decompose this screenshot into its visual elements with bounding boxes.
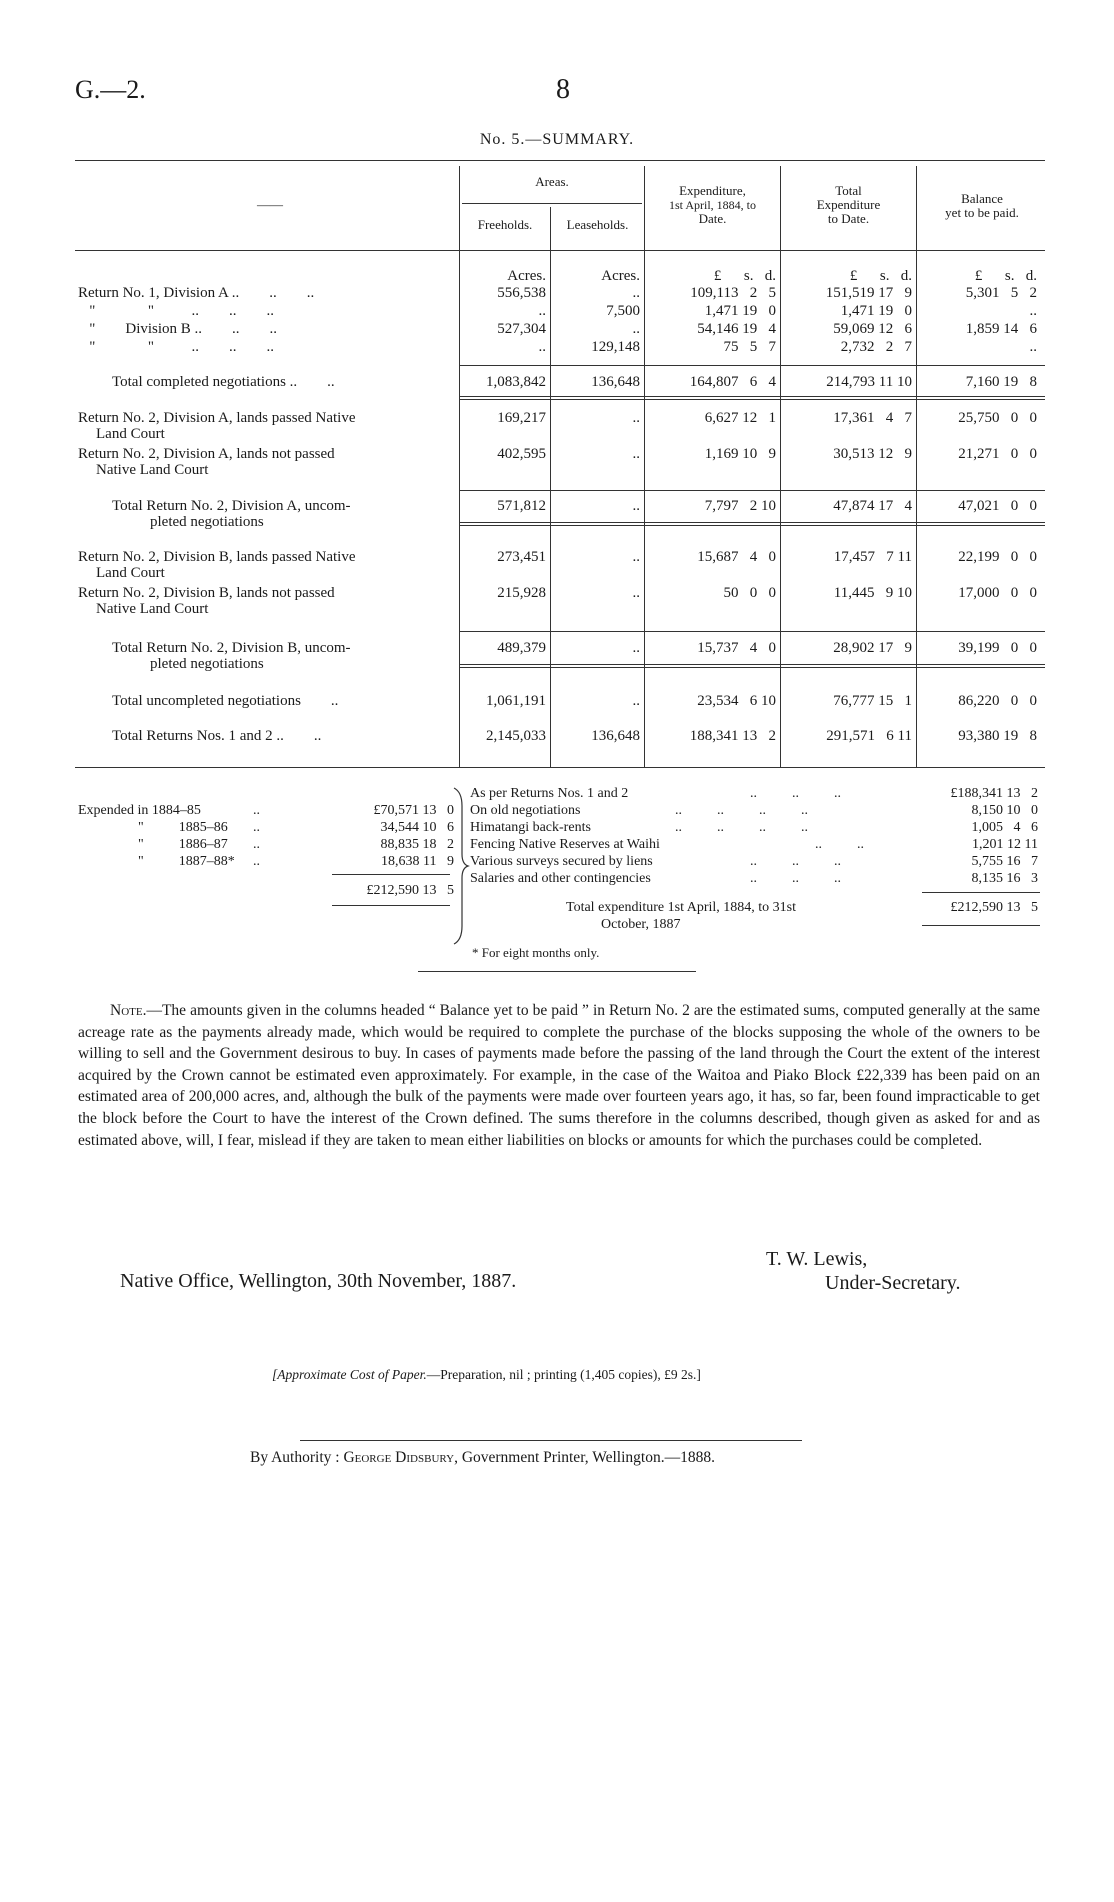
freeholds-cell: 489,379 (497, 640, 546, 656)
areas-header: Areas. (535, 174, 569, 189)
row-label: " Division B .. .. .. (78, 321, 278, 337)
cost-line (272, 1367, 701, 1383)
note-body: —The amounts given in the columns headed “ Balance yet to be paid ” in Return No. 2 are the estimated sums, computed generally at the same acreage rate as the payments already made, which would be required to complete the purchase of the blocks supposing the whole of the owners to be willing to sell and the Government desirous to buy. In cases of payments made before the passing of the land through the Court the extent of the interest acquired by the Crown cannot be estimated even approximately. For example, in the case of the Waitoa and Piako Block £22,339 has been paid on an estimated area of 200,000 acres, and, although the bulk of the payments were made over fourteen years ago, it has, so far, been found impracticable to get the block before the Court to have the interest of the Crown defined. The sums therefore in the columns described, though given as asked for and as estimated above, will, I fear, mislead if they are taken to mean either liabilities on blocks or amounts for which the purchases could be completed. (78, 1002, 1040, 1149)
breakdown-total-label-line1: Total expenditure 1st April, 1884, to 31st (566, 900, 796, 915)
row-label-line1: Total Return No. 2, Division B, uncom- (112, 640, 351, 656)
freeholds-cell: 273,451 (497, 549, 546, 565)
expended-label: " 1885–86 (138, 820, 228, 835)
total-expenditure-line3: to Date. (827, 211, 870, 226)
expended-row (78, 803, 260, 819)
expenditure-cell: 23,534 6 10 (697, 693, 776, 709)
breakdown-amount: 5,755 16 7 (971, 854, 1038, 869)
footnote: * For eight months only. (472, 945, 600, 960)
dots: .. (253, 854, 260, 869)
total-cell: 151,519 17 9 (825, 285, 912, 301)
breakdown-row (470, 854, 910, 870)
breakdown-total-row (566, 900, 796, 916)
row-label: Return No. 1, Division A .. .. .. (78, 285, 315, 301)
balance-cell: 5,301 5 2 (965, 285, 1037, 301)
double-rule (460, 667, 1045, 668)
freeholds-cell: .. (538, 339, 546, 355)
imprint-printer: George Didsbury (343, 1449, 455, 1466)
expenditure-header (645, 184, 780, 226)
signatory-name: T. W. Lewis, (766, 1248, 868, 1270)
row-label: " " .. .. .. (78, 303, 274, 319)
balance-cell: 22,199 0 0 (958, 549, 1037, 565)
header-bottom-rule (75, 250, 1045, 251)
cost-rest: —Preparation, nil ; printing (1,405 copies), £9 2s.] (426, 1367, 701, 1382)
breakdown-amount: £188,341 13 2 (950, 786, 1038, 801)
breakdown-row (470, 871, 910, 887)
row-label: Total Returns Nos. 1 and 2 .. .. (112, 728, 322, 744)
breakdown-amount: 1,005 4 6 (971, 820, 1038, 835)
leaseholds-cell: 129,148 (591, 339, 640, 355)
subtotal-rule (460, 365, 1045, 366)
freeholds-cell: 556,538 (497, 285, 546, 301)
imprint-suffix: , Government Printer, Wellington.—1888. (454, 1449, 715, 1466)
expended-total-rule (332, 905, 450, 906)
summary-title: No. 5.—SUMMARY. (479, 131, 635, 148)
section-rule (418, 971, 696, 972)
expenditure-cell: 109,113 2 5 (690, 285, 776, 301)
double-rule (460, 525, 1045, 526)
balance-cell: 39,199 0 0 (958, 640, 1037, 656)
total-cell: 30,513 12 9 (833, 446, 912, 462)
dots: .. .. .. .. (675, 820, 808, 835)
breakdown-amount: 1,201 12 11 (972, 837, 1038, 852)
breakdown-label: Various surveys secured by liens (470, 854, 653, 869)
double-rule (460, 399, 1045, 400)
leaseholds-cell: .. (632, 410, 640, 426)
blank-header: —— (257, 197, 283, 212)
breakdown-label: On old negotiations (470, 803, 581, 818)
freeholds-cell: 527,304 (497, 321, 546, 337)
expenditure-cell: 188,341 13 2 (689, 728, 776, 744)
imprint-prefix: By Authority : (250, 1449, 344, 1466)
expenditure-cell: 15,687 4 0 (697, 549, 776, 565)
dots: .. (253, 803, 260, 818)
document-reference: G.—2. (75, 75, 146, 104)
freeholds-cell: 1,083,842 (486, 374, 546, 390)
dots: .. .. .. (750, 871, 841, 886)
expended-label: " 1886–87 (138, 837, 228, 852)
expenditure-cell: 1,169 10 9 (704, 446, 776, 462)
freeholds-cell: 402,595 (497, 446, 546, 462)
imprint-line (250, 1449, 715, 1467)
row-label: " " .. .. .. (78, 339, 274, 355)
col-divider-5 (916, 166, 917, 767)
expenditure-cell: 6,627 12 1 (704, 410, 776, 426)
expended-amount: 34,544 10 6 (380, 820, 454, 835)
breakdown-label: Fencing Native Reserves at Waihi (470, 837, 660, 852)
subtotal-rule (460, 631, 1045, 632)
page-number: 8 (556, 74, 570, 105)
balance-cell: 21,271 0 0 (958, 446, 1037, 462)
row-label-continued (96, 426, 165, 442)
expenditure-cell: 54,146 19 4 (697, 321, 776, 337)
leaseholds-cell: 136,648 (591, 728, 640, 744)
breakdown-sum-rule (922, 892, 1040, 893)
total-expenditure-line2: Expenditure (816, 197, 881, 212)
balance-header (917, 192, 1047, 220)
dots: .. (253, 837, 260, 852)
dots: .. (253, 820, 260, 835)
total-cell: 11,445 9 10 (833, 585, 912, 601)
expenditure-cell: 50 0 0 (723, 585, 776, 601)
expended-label: " 1887–88* (138, 854, 235, 869)
leaseholds-cell: .. (632, 549, 640, 565)
freeholds-cell: .. (538, 303, 546, 319)
total-cell: 1,471 19 0 (840, 303, 912, 319)
freeholds-cell: 571,812 (497, 498, 546, 514)
breakdown-total-label-line2: October, 1887 (601, 917, 681, 932)
freeholds-cell: 2,145,033 (486, 728, 546, 744)
unit-total: £ s. d. (849, 268, 912, 284)
expended-amount: £70,571 13 0 (373, 803, 454, 818)
expended-sum-rule (332, 874, 450, 875)
expenditure-header-line3: Date. (698, 211, 727, 226)
balance-cell: 7,160 19 8 (965, 374, 1037, 390)
row-label-line2: Land Court (96, 426, 165, 442)
signature-title: Under-Secretary. (825, 1272, 961, 1294)
balance-cell: 86,220 0 0 (958, 693, 1037, 709)
expenditure-header-line2: 1st April, 1884, to (668, 198, 756, 212)
balance-header-line1: Balance (961, 191, 1003, 206)
expenditure-cell: 1,471 19 0 (704, 303, 776, 319)
row-label-line2: Land Court (96, 565, 165, 581)
expended-row (78, 837, 260, 853)
total-cell: 291,571 6 11 (826, 728, 912, 744)
table-top-rule (75, 160, 1045, 161)
row-label: Total completed negotiations .. .. (112, 374, 335, 390)
breakdown-row (470, 820, 910, 836)
expended-row (78, 820, 260, 836)
leaseholds-cell: .. (632, 693, 640, 709)
expenditure-cell: 15,737 4 0 (697, 640, 776, 656)
table-bottom-rule (75, 767, 1045, 768)
row-label-line1: Return No. 2, Division B, lands passed Native (78, 549, 356, 565)
col-divider-1 (459, 166, 460, 767)
total-cell: 2,732 2 7 (840, 339, 912, 355)
expended-amount: 18,638 11 9 (381, 854, 454, 869)
balance-cell: .. (1029, 303, 1037, 319)
dots: .. .. (815, 837, 864, 852)
row-label-line1: Return No. 2, Division B, lands not passed (78, 585, 335, 601)
total-cell: 47,874 17 4 (833, 498, 912, 514)
double-rule (460, 664, 1045, 665)
double-rule (460, 396, 1045, 397)
expenditure-cell: 7,797 2 10 (704, 498, 776, 514)
total-cell: 28,902 17 9 (833, 640, 912, 656)
expended-amount: 88,835 18 2 (380, 837, 454, 852)
double-rule (460, 522, 1045, 523)
leaseholds-cell: 7,500 (606, 303, 640, 319)
breakdown-label: Salaries and other contingencies (470, 871, 651, 886)
freeholds-header: Freeholds. (477, 217, 533, 232)
total-cell: 76,777 15 1 (833, 693, 912, 709)
row-label-line2: pleted negotiations (150, 656, 264, 672)
leaseholds-header: Leaseholds. (566, 217, 629, 232)
total-cell: 17,361 4 7 (833, 410, 912, 426)
row-label-line1: Return No. 2, Division A, lands passed Native (78, 410, 356, 426)
row-label-continued (96, 565, 165, 581)
breakdown-row (470, 786, 910, 802)
expended-label: Expended in 1884–85 (78, 803, 201, 818)
expenditure-cell: 75 5 7 (723, 339, 776, 355)
freeholds-cell: 215,928 (497, 585, 546, 601)
col-divider-3 (644, 166, 645, 767)
breakdown-label: Himatangi back-rents (470, 820, 591, 835)
row-label-line2: pleted negotiations (150, 514, 264, 530)
breakdown-total-rule (922, 925, 1040, 926)
expenditure-header-line1: Expenditure, (679, 183, 746, 198)
balance-cell: 47,021 0 0 (958, 498, 1037, 514)
row-label-continued (96, 462, 208, 478)
leaseholds-cell: .. (632, 640, 640, 656)
leaseholds-cell: 136,648 (591, 374, 640, 390)
signature-name (766, 1248, 867, 1271)
dots: .. .. .. .. (675, 803, 808, 818)
dots: .. .. .. (750, 786, 841, 801)
brace-icon (450, 786, 470, 946)
note-heading: Note. (110, 1002, 147, 1019)
balance-cell: 25,750 0 0 (958, 410, 1037, 426)
row-label-continued (150, 514, 264, 530)
breakdown-amount: 8,135 16 3 (971, 871, 1038, 886)
leaseholds-cell: .. (632, 585, 640, 601)
total-cell: 59,069 12 6 (833, 321, 912, 337)
total-expenditure-header (781, 184, 916, 226)
freeholds-cell: 1,061,191 (486, 693, 546, 709)
subtotal-rule (460, 490, 1045, 491)
leaseholds-cell: .. (632, 285, 640, 301)
note-paragraph (78, 1000, 1040, 1151)
office-line: Native Office, Wellington, 30th November, 1887. (120, 1270, 517, 1292)
breakdown-total-amount: £212,590 13 5 (950, 900, 1038, 915)
row-label-line1: Total Return No. 2, Division A, uncom- (112, 498, 351, 514)
row-label-continued (96, 601, 208, 617)
breakdown-row (470, 803, 910, 819)
balance-cell: .. (1029, 339, 1037, 355)
freeholds-cell: 169,217 (497, 410, 546, 426)
row-label: Total uncompleted negotiations .. (112, 693, 339, 709)
breakdown-total-row-continued (601, 917, 681, 933)
total-cell: 17,457 7 11 (833, 549, 912, 565)
unit-freeholds: Acres. (507, 268, 546, 284)
row-label-line2: Native Land Court (96, 601, 209, 617)
areas-subrule (462, 203, 642, 204)
expended-total: £212,590 13 5 (366, 883, 454, 898)
leaseholds-cell: .. (632, 446, 640, 462)
breakdown-amount: 8,150 10 0 (971, 803, 1038, 818)
total-expenditure-line1: Total (835, 183, 862, 198)
breakdown-label: As per Returns Nos. 1 and 2 (470, 786, 629, 801)
total-cell: 214,793 11 10 (826, 374, 912, 390)
leaseholds-cell: .. (632, 498, 640, 514)
row-label-line2: Native Land Court (96, 462, 209, 478)
row-label-continued (150, 656, 264, 672)
balance-header-line2: yet to be paid. (945, 205, 1019, 220)
expenditure-cell: 164,807 6 4 (689, 374, 776, 390)
balance-cell: 93,380 19 8 (958, 728, 1037, 744)
balance-cell: 1,859 14 6 (965, 321, 1037, 337)
row-label-line1: Return No. 2, Division A, lands not passed (78, 446, 335, 462)
leaseholds-cell: .. (632, 321, 640, 337)
dots: .. .. .. (750, 854, 841, 869)
unit-leaseholds: Acres. (601, 268, 640, 284)
expended-row (78, 854, 260, 870)
imprint-rule (300, 1440, 802, 1441)
unit-expenditure: £ s. d. (713, 268, 776, 284)
balance-cell: 17,000 0 0 (958, 585, 1037, 601)
breakdown-row (470, 837, 910, 853)
col-divider-4 (780, 166, 781, 767)
unit-balance: £ s. d. (974, 268, 1037, 284)
cost-italic: [Approximate Cost of Paper. (272, 1367, 427, 1382)
